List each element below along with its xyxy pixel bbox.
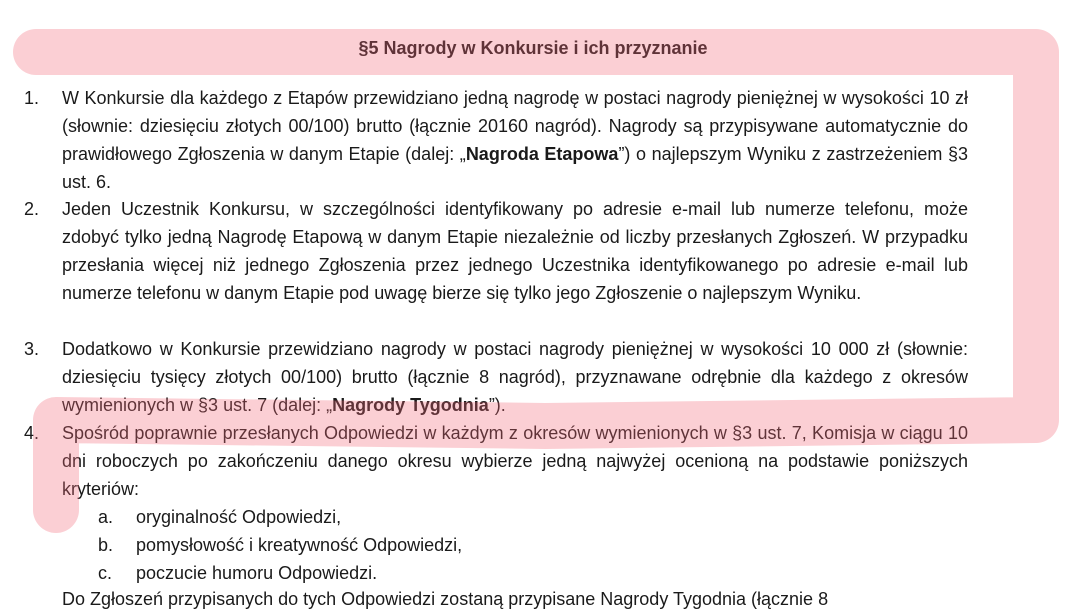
item-number: 4. [24, 423, 40, 443]
item-number: 1. [24, 88, 40, 108]
item-text: Dodatkowo w Konkursie przewidziano nagrody w postaci nagrody pieniężnej w wysokości 10 000 zł (słownie: dziesięciu tysięcy złotych 00/100) brutto (łącznie 8 nagród), przyznawane odrębnie dla każdego z okresów wymienionych w §3 ust. 7 (dalej: „Nagrody Tygodnia”). [62, 339, 968, 415]
item-text: Spośród poprawnie przesłanych Odpowiedzi w każdym z okresów wymienionych w §3 ust. 7, Komisja w ciągu 10 dni roboczych po zakończeniu danego okresu wybierze jedną najwyżej ocenioną na podstawie poniższych kryteriów: [62, 423, 968, 499]
sub-item-a [98, 504, 341, 532]
defined-term: Nagroda Etapowa [465, 143, 619, 164]
sub-item-b [98, 532, 462, 560]
sub-item-text: poczucie humoru Odpowiedzi. [136, 563, 378, 583]
sub-item-text: oryginalność Odpowiedzi, [136, 507, 342, 527]
list-item-4 [24, 420, 968, 504]
sub-item-c [98, 560, 377, 588]
defined-term: Nagrody Tygodnia [332, 394, 489, 415]
item-number: 2. [24, 199, 40, 219]
item-number: 3. [24, 339, 40, 359]
sub-item-text: pomysłowość i kreatywność Odpowiedzi, [136, 535, 463, 555]
section-title: §5 Nagrody w Konkursie i ich przyznanie [358, 38, 708, 58]
list-item-3 [24, 336, 968, 420]
list-item-2 [24, 196, 968, 308]
list-item-1 [24, 85, 968, 197]
sub-item-letter: c. [98, 563, 113, 583]
cut-off-line: Do Zgłoszeń przypisanych do tych Odpowiedzi zostaną przypisane Nagrody Tygodnia (łącznie 8 [62, 589, 829, 609]
item-text: W Konkursie dla każdego z Etapów przewidziano jedną nagrodę w postaci nagrody pieniężnej w wysokości 10 zł (słownie: dziesięciu złotych 00/100) brutto (łącznie 20160 nagród). Nagrody są przypisywane automatycznie do prawidłowego Zgłoszenia w danym Etapie (dalej: „Nagroda Etapowa”) o najlepszym Wyniku z zastrzeżeniem §3 ust. 6. [62, 88, 968, 192]
sub-item-letter: a. [98, 507, 114, 527]
item-text: Jeden Uczestnik Konkursu, w szczególności identyfikowany po adresie e-mail lub numerze telefonu, może zdobyć tylko jedną Nagrodę Etapową w danym Etapie niezależnie od liczby przesłanych Zgłoszeń. W przypadku przesłania więcej niż jednego Zgłoszenia przez jednego Uczestnika identyfikowanego po adresie e-mail lub numerze telefonu w danym Etapie pod uwagę bierze się tylko jego Zgłoszenie o najlepszym Wyniku. [62, 199, 968, 303]
sub-item-letter: b. [98, 535, 114, 555]
